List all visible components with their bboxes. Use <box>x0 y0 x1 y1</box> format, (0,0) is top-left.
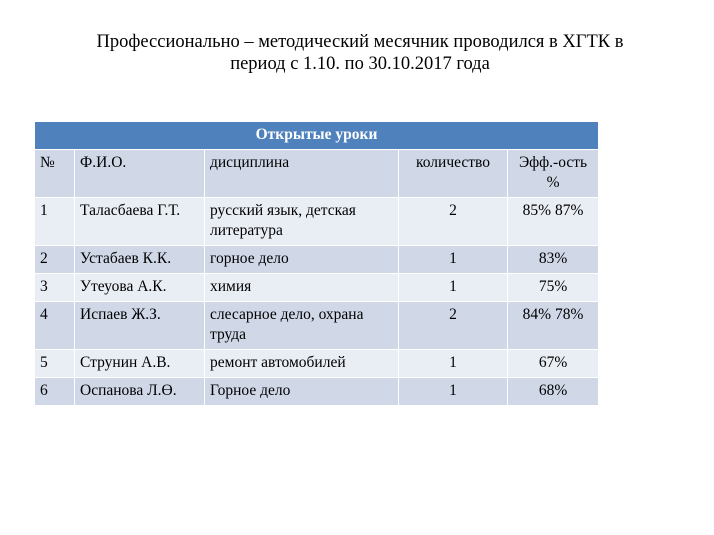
table-row <box>35 198 599 246</box>
cell-count: 1 <box>399 246 508 274</box>
table-row <box>35 302 599 350</box>
slide-title <box>40 31 680 75</box>
cell-count: 2 <box>399 198 508 246</box>
cell-name: Оспанова Л.Ө. <box>75 378 205 406</box>
table-row <box>35 246 599 274</box>
cell-number: 5 <box>35 350 75 378</box>
open-lessons-table <box>34 121 599 406</box>
header-efficiency: Эфф.-ость % <box>508 150 599 198</box>
cell-efficiency: 85% 87% <box>508 198 599 246</box>
cell-efficiency: 67% <box>508 350 599 378</box>
cell-efficiency: 68% <box>508 378 599 406</box>
table-row <box>35 378 599 406</box>
cell-discipline: химия <box>205 274 399 302</box>
cell-name: Испаев Ж.З. <box>75 302 205 350</box>
cell-efficiency: 84% 78% <box>508 302 599 350</box>
cell-efficiency: 75% <box>508 274 599 302</box>
cell-name: Утеуова А.К. <box>75 274 205 302</box>
cell-count: 1 <box>399 378 508 406</box>
header-name: Ф.И.О. <box>75 150 205 198</box>
cell-efficiency: 83% <box>508 246 599 274</box>
cell-number: 1 <box>35 198 75 246</box>
cell-number: 2 <box>35 246 75 274</box>
cell-discipline: Горное дело <box>205 378 399 406</box>
cell-count: 1 <box>399 274 508 302</box>
header-number: № <box>35 150 75 198</box>
cell-number: 4 <box>35 302 75 350</box>
table-caption: Открытые уроки <box>35 122 599 150</box>
cell-number: 6 <box>35 378 75 406</box>
header-discipline: дисциплина <box>205 150 399 198</box>
cell-name: Таласбаева Г.Т. <box>75 198 205 246</box>
table-row <box>35 350 599 378</box>
title-line-2: период с 1.10. по 30.10.2017 года <box>230 54 490 74</box>
cell-discipline: слесарное дело, охрана труда <box>205 302 399 350</box>
cell-name: Струнин А.В. <box>75 350 205 378</box>
cell-discipline: горное дело <box>205 246 399 274</box>
cell-count: 2 <box>399 302 508 350</box>
cell-name: Устабаев К.К. <box>75 246 205 274</box>
cell-discipline: ремонт автомобилей <box>205 350 399 378</box>
header-count: количество <box>399 150 508 198</box>
title-line-1: Профессионально – методический месячник проводился в ХГТК в <box>96 32 624 52</box>
table-header-row <box>35 150 599 198</box>
table-row <box>35 274 599 302</box>
cell-number: 3 <box>35 274 75 302</box>
cell-count: 1 <box>399 350 508 378</box>
cell-discipline: русский язык, детская литература <box>205 198 399 246</box>
